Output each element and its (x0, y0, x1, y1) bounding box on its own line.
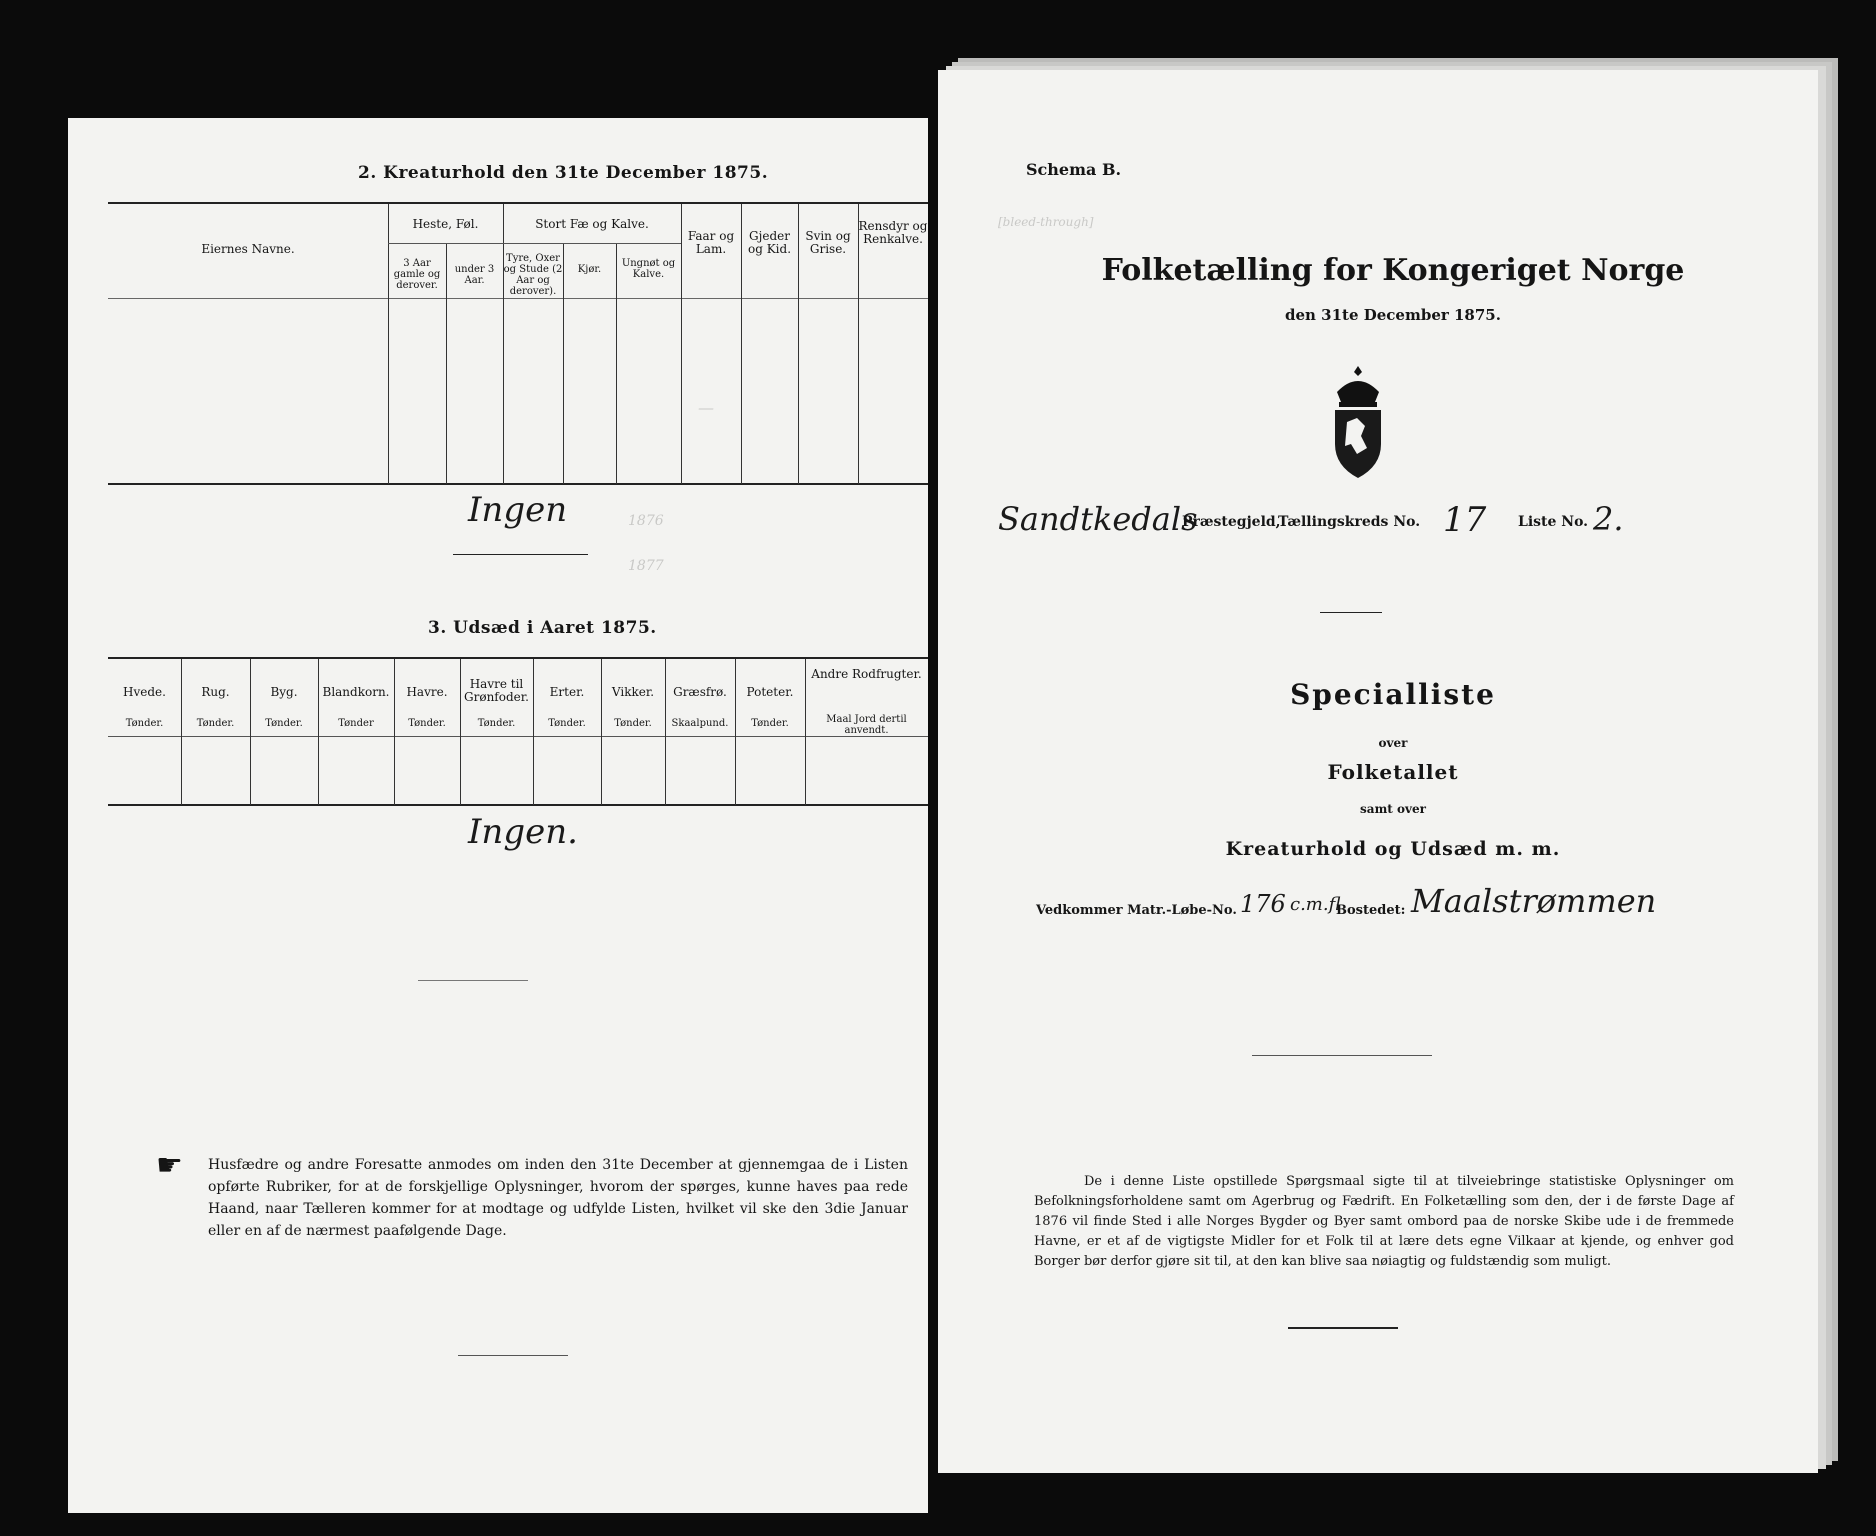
col-havre-gronfoder: Havre til Grønfoder. (464, 677, 529, 704)
unit-erter: Tønder. (548, 718, 586, 729)
bosted-handwritten: Maalstrømmen (1411, 882, 1657, 920)
prestegjeld-label: Præstegjeld, (1182, 514, 1281, 530)
main-subtitle: den 31te December 1875. (1285, 306, 1501, 324)
specialliste-title: Specialliste (1290, 678, 1496, 711)
section3-handwritten: Ingen. (468, 812, 578, 852)
col-rug: Rug. (201, 685, 230, 699)
col-havre: Havre. (406, 685, 448, 699)
unit-havre-gronfoder: Tønder. (477, 718, 516, 729)
reindeer-header: Rensdyr og Renkalve. (858, 219, 928, 246)
unit-vikker: Tønder. (614, 718, 652, 729)
unit-graesfro: Skaalpund. (671, 718, 729, 729)
unit-poteter: Tønder. (751, 718, 789, 729)
unit-blandkorn: Tønder (338, 718, 374, 729)
folketallet-label: Folketallet (1327, 760, 1459, 784)
section2-handwritten: Ingen (468, 490, 568, 530)
table2-top-rule (108, 202, 928, 204)
liste-number: 2. (1593, 500, 1624, 538)
sheep-header: Faar og Lam. (687, 229, 735, 256)
unit-andre-rodfrugter: Maal Jord dertil anvendt. (826, 714, 907, 736)
samt-over-label: samt over (1360, 802, 1426, 816)
bosted-label: Bostedet: (1336, 903, 1406, 918)
goats-header: Gjeder og Kid. (747, 229, 792, 256)
cattle-sub-young: Ungnøt og Kalve. (621, 258, 676, 280)
cattle-sub-cows: Kjør. (577, 264, 602, 275)
right-page: Schema B. [bleed-through] Folketælling for Kongeriget Norge den 31te December 1875. Sandtkedals Præstegjeld, Tællingskreds No. 17 Liste No. 2. Specialliste over Folketallet samt over Kreaturhold og Udsæd m. m. Vedkommer Matr.-Løbe-No. 176 c.m.fl Bostedet: Maalstrømmen De i denne Liste opstillede Spørgsmaal sigte til at tilveiebringe statistiske Oplysninger om Befolkningsforholdene samt om Agerbrug og Fædrift. En Folketælling som den, der i de første Dage af 1876 vil finde Sted i alle Norges Bygder og Byer samt ombord paa de norske Skibe ude i de fremmede Havne, er et af de vigtigste Midler for et Folk til at lære dets egne Vilkaar at kjende, og enhver god Borger bør derfor gjøre sit til, at den kan blive saa nøiagtig og fuldstændig som muligt. (938, 70, 1818, 1473)
horses-header: Heste, Føl. (412, 217, 479, 231)
coat-of-arms-icon (1323, 362, 1393, 482)
liste-label: Liste No. (1518, 514, 1589, 530)
horses-sub-under3: under 3 Aar. (454, 264, 495, 286)
col-vikker: Vikker. (611, 685, 655, 699)
schema-label: Schema B. (1026, 160, 1122, 179)
unit-hvede: Tønder. (125, 718, 164, 729)
col-byg: Byg. (270, 685, 298, 699)
over-label: over (1378, 736, 1408, 750)
table2-header-rule (108, 298, 928, 299)
col-graesfro: Græsfrø. (673, 685, 727, 699)
cattle-sub-bulls: Tyre, Oxer og Stude (2 Aar og derover). (503, 253, 563, 297)
prestegjeld-handwritten: Sandtkedals (998, 500, 1198, 538)
pointing-hand-icon: ☛ (156, 1148, 183, 1183)
pigs-header: Svin og Grise. (805, 229, 851, 256)
section3-title: 3. Udsæd i Aaret 1875. (428, 618, 657, 638)
owner-column-header: Eiernes Navne. (201, 242, 295, 256)
left-page: 2. Kreaturhold den 31te December 1875. Eiernes Navne. Heste, Føl. Stort Fæ og Kalve. Faar og Lam. Gjeder og Kid. Svin og Grise. Rensdyr og Renkalve. 3 Aar gamle og derover. under 3 Aar. Tyre, Oxer og Stude (2 Aar og derover). Kjør. Ungnøt og Kalve. Ingen — 1876 1877 3. Udsæd i Aaret 1875. Hvede. Rug. Byg. Blandkorn. Havre. Havre til Grønfoder. Erter. Vikker. Græsfrø. Poteter. Andre Rodfrugter. Tønder. Tønder. Tønder. Tønder Tønder. Tønder. Tønder. Tønder. Skaalpund. Tønder. Maal Jord dertil anvendt. Ingen. ☛ Husfædre og andre Foresatte anmodes om inden den 31te December at gjennemgaa de i Listen opførte Rubriker, for at de forskjellige Oplysninger, hvorom der spørges, kunne haves paa rede Haand, naar Tælleren kommer for at modtage og udfylde Listen, hvilket vil ske den 3die Januar eller en af de nærmest paafølgende Dage. (68, 118, 928, 1513)
kreds-label: Tællingskreds No. (1278, 514, 1421, 530)
col-andre-rodfrugter: Andre Rodfrugter. (811, 667, 922, 681)
matr-number: 176 (1240, 890, 1286, 918)
col-erter: Erter. (549, 685, 585, 699)
notice-text: Husfædre og andre Foresatte anmodes om inden den 31te December at gjennemgaa de i Listen opførte Rubriker, for at de forskjellige Oplysninger, hvorom der spørges, kunne haves paa rede Haand, naar Tælleren kommer for at modtage og udfylde Listen, hvilket vil ske den 3die Januar eller en af de nærmest paafølgende Dage. (208, 1157, 908, 1239)
table2-bottom-rule (108, 483, 928, 485)
footer-paragraph: De i denne Liste opstillede Spørgsmaal sigte til at tilveiebringe statistiske Oplysninger om Befolkningsforholdene samt om Agerbrug og Fædrift. En Folketælling som den, der i de første Dage af 1876 vil finde Sted i alle Norges Bygder og Byer samt ombord paa de norske Skibe ude i de fremmede Havne, er et af de vigtigste Midler for et Folk til at lære dets egne Vilkaar at kjende, og enhver god Borger bør derfor gjøre sit til, at den kan blive saa nøiagtig og fuldstændig som muligt. (1034, 1174, 1734, 1269)
kreaturhold-label: Kreaturhold og Udsæd m. m. (1225, 838, 1561, 860)
col-blandkorn: Blandkorn. (322, 685, 390, 699)
matr-suffix: c.m.fl (1290, 894, 1341, 915)
unit-havre: Tønder. (408, 718, 446, 729)
kreds-number: 17 (1443, 500, 1487, 540)
matr-label: Vedkommer Matr.-Løbe-No. (1036, 903, 1237, 918)
unit-byg: Tønder. (265, 718, 303, 729)
col-hvede: Hvede. (123, 685, 166, 699)
cattle-header: Stort Fæ og Kalve. (535, 217, 649, 231)
col-poteter: Poteter. (746, 685, 794, 699)
main-title: Folketælling for Kongeriget Norge (1101, 253, 1685, 288)
unit-rug: Tønder. (196, 718, 235, 729)
section2-title: 2. Kreaturhold den 31te December 1875. (358, 163, 769, 183)
horses-sub-3yr: 3 Aar gamle og derover. (393, 258, 441, 291)
